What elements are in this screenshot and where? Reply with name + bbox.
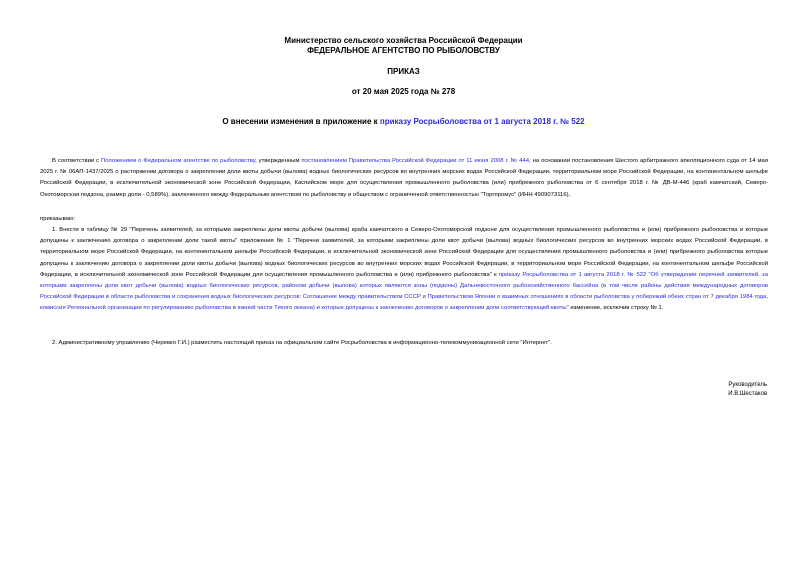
subject-text: О внесении изменения в приложение к <box>222 117 380 126</box>
preamble-text-1: В соответствии с <box>52 158 102 164</box>
signature-title: Руководитель <box>728 382 767 388</box>
document-date-number: от 20 мая 2025 года № 278 <box>351 87 456 96</box>
signature-name: И.В.Шестаков <box>728 391 767 397</box>
preamble-text-2: , утвержденным <box>255 158 302 164</box>
ministry-title: Министерство сельского хозяйства Российской Федерации <box>284 36 523 45</box>
item-1-text-2: изменение, исключив строку № 1. <box>568 305 664 312</box>
order-522-link[interactable]: приказу Росрыболовства от 1 августа 2018 г. № 522 "Об утверждении перечней заявителей, за которыми закреплены доли квот добычи (вылова) водных биологических ресурсов, районом добычи (вылова) которых являются зоны (подзоны) Дальневосточного рыбохозяйственного бассейна (в том числе районы действия международных договоров Российской Федерации в области рыболовства и сохранения водных биологических ресурсов: Соглашение между правительством СССР и Правительством Японии о взаимных отношениях в области рыболовства у побережий обеих стран от 7 декабря 1984 года, комиссия Региональной организации по регулированию рыболовства в южной части Тихого океана) и которые допущены к заключению договоров о закреплении доли соответствующей квоты" <box>40 271 768 312</box>
item-1-text-1: 1. Внести в таблицу № 29 "Перечень заявителей, за которыми закреплены доли квоты добычи (вылова) краба камчатского в Северо-Охотоморской подзоне для осуществления промышленного рыболовства и (или) прибрежного рыболовства и которые допущены к заключению договора о закреплении доли такой квоты" приложения № 1 "Перечни заявителей, за которыми закреплены доли квот добычи (вылова) водных биологических ресурсов во внутренних морских водах Российской Федерации, в территориальном море Российской Федерации, на континентальном шельфе Российской Федерации, в исключительной экономической зоне Российской Федерации для осуществления промышленного рыболовства и (или) прибрежного рыболовства которые допущены к заключению договора о закреплении доли квоты добычи (вылова) водных биологических ресурсов во внутренних морских водах Российской Федерации, в территориальном море Российской Федерации, на континентальном шельфе Российской Федерации, в исключительной экономической зоне Российской Федерации для осуществления промышленного рыболовства и (или) прибрежного рыболовства" к <box>40 227 768 278</box>
document-subject <box>0 117 807 127</box>
paragraph-item-2: 2. Административному управлению (Черевко Г.И.) разместить настоящий приказ на официальном сайте Росрыболовства в информационно-телекоммуникационной сети "Интернет". <box>52 340 552 346</box>
subject-order-link[interactable]: приказу Росрыболовства от 1 августа 2018 г. № 522 <box>379 117 585 126</box>
preamble-text-3: , на основании постановления Шестого арбитражного апелляционного суда от 14 мая 2025 г. № 06АП-1437/2025 о расторжении договора о закреплении доли квоты добычи (вылова) водных биологических ресурсов во внутренних морских водах Российской Федерации, территориальном море Российской Федерации, на континентальном шельфе Российской Федерации, в исключительной экономической зоне Российской Федерации, Каспийском море для осуществления промышленного рыболовства (или) прибрежного рыболовства от 6 сентября 2018 г. № ДВ-М-446 (краб камчатский, Северо-Охотоморская подзона, размер доли - 0,589%), заключенного между Федеральным агентством по рыболовству и обществом с ограниченной ответственностью "Торгпромус" (ИНН 4909073116), <box>40 158 769 198</box>
regulation-link[interactable]: Положением о Федеральном агентстве по рыболовству <box>101 158 256 164</box>
paragraph-preamble <box>40 156 768 201</box>
paragraph-item-1 <box>40 225 768 315</box>
government-decree-link[interactable]: постановлением Правительства Российской Федерации от 11 июня 2008 г. № 444 <box>301 158 529 164</box>
document-type: ПРИКАЗ <box>387 67 420 76</box>
agency-title: ФЕДЕРАЛЬНОЕ АГЕНТСТВО ПО РЫБОЛОВСТВУ <box>307 46 500 55</box>
paragraph-order-word: приказываю: <box>40 216 76 222</box>
